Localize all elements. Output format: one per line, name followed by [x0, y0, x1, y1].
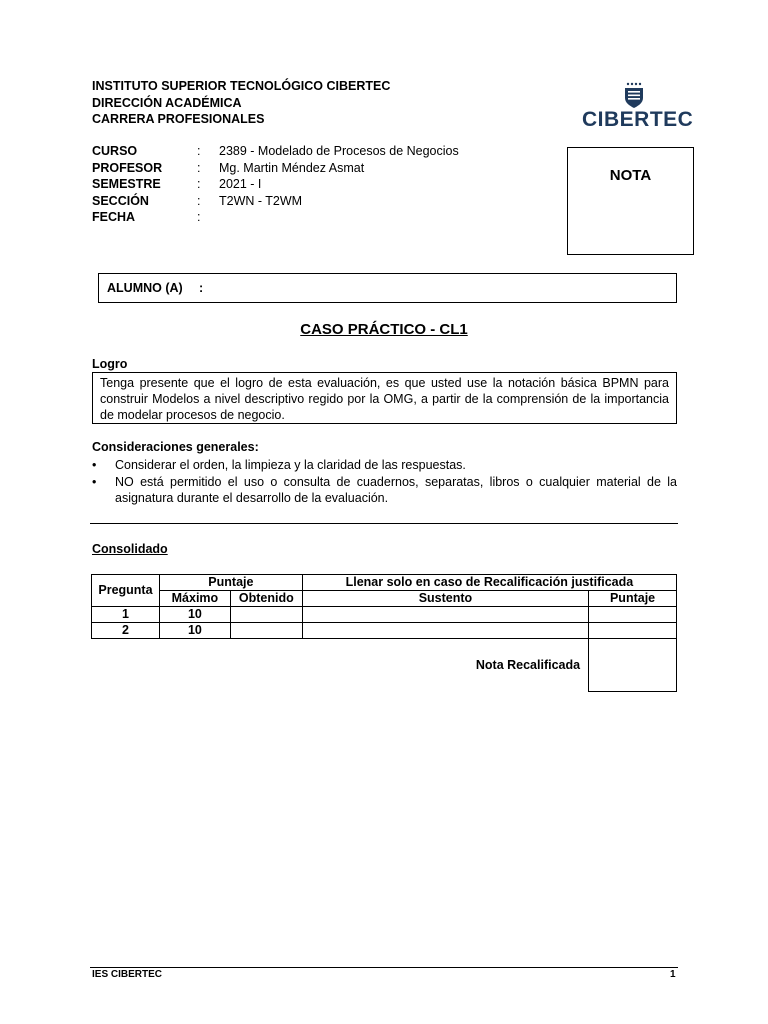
footer-institution: IES CIBERTEC	[92, 969, 163, 980]
nota-recalificada-row	[92, 639, 677, 692]
cell-pregunta: 2	[92, 623, 160, 639]
nota-box[interactable]	[567, 147, 694, 255]
nota-label: NOTA	[609, 167, 652, 184]
cell-puntaje-recal[interactable]	[589, 623, 677, 639]
cell-sustento[interactable]	[302, 623, 588, 639]
institute-name: INSTITUTO SUPERIOR TECNOLÓGICO CIBERTEC	[92, 79, 391, 93]
table-subheader-row	[92, 591, 677, 607]
info-label: SEMESTRE	[92, 177, 161, 191]
student-label: ALUMNO (A)	[107, 281, 183, 295]
header-recalificacion: Llenar solo en caso de Recalificación justificada	[302, 575, 676, 591]
table-row	[92, 623, 677, 639]
info-label: CURSO	[92, 144, 138, 158]
header-obtenido: Obtenido	[230, 591, 302, 607]
header-pregunta: Pregunta	[92, 575, 160, 607]
header-maximo: Máximo	[159, 591, 230, 607]
info-label: SECCIÓN	[92, 193, 149, 208]
header-puntaje: Puntaje	[159, 575, 302, 591]
shield-icon	[619, 82, 649, 110]
bullet-icon: •	[92, 474, 97, 489]
cell-pregunta: 1	[92, 607, 160, 623]
cell-puntaje-recal[interactable]	[589, 607, 677, 623]
list-item-text: Considerar el orden, la limpieza y la claridad de las respuestas.	[115, 458, 466, 472]
info-row-semestre	[92, 176, 459, 193]
score-table	[91, 574, 677, 692]
info-row-curso	[92, 143, 459, 160]
header-puntaje-recal: Puntaje	[589, 591, 677, 607]
institution-header	[92, 78, 390, 128]
course-info	[92, 143, 459, 226]
cell-sustento[interactable]	[302, 607, 588, 623]
student-name-field[interactable]	[98, 273, 677, 303]
page-number: 1	[670, 969, 676, 980]
logo-text: CIBERTEC	[582, 108, 694, 131]
considerations-label: Consideraciones generales:	[92, 440, 259, 454]
info-value: Mg. Martin Méndez Asmat	[219, 160, 365, 175]
info-colon: :	[197, 210, 201, 224]
header-sustento: Sustento	[302, 591, 588, 607]
cell-obtenido[interactable]	[230, 607, 302, 623]
logro-text: Tenga presente que el logro de esta evaluación, es que usted use la notación básica BPMN para construir Modelos a nivel descriptivo regido por la OMG, a partir de la comprensión de la importancia de modelar procesos de negocio.	[92, 372, 677, 424]
info-row-profesor	[92, 160, 459, 177]
page-title: CASO PRÁCTICO - CL1	[300, 321, 468, 338]
info-row-seccion	[92, 193, 459, 210]
footer-divider	[90, 967, 678, 968]
list-item	[92, 474, 677, 507]
info-value: 2389 - Modelado de Procesos de Negocios	[219, 144, 459, 158]
info-colon: :	[197, 177, 201, 191]
info-row-fecha	[92, 209, 459, 226]
considerations-list	[92, 457, 677, 507]
info-value: 2021 - I	[219, 177, 262, 191]
careers-label: CARRERA PROFESIONALES	[92, 112, 265, 126]
info-colon: :	[197, 193, 201, 208]
info-value: T2WN - T2WM	[219, 193, 303, 208]
nota-recalificada-box[interactable]	[589, 639, 677, 692]
consolidado-label: Consolidado	[92, 542, 168, 556]
list-item	[92, 457, 677, 474]
table-row	[92, 607, 677, 623]
cell-maximo: 10	[159, 623, 230, 639]
cibertec-logo	[582, 82, 694, 132]
info-colon: :	[197, 144, 201, 158]
list-item-text: NO está permitido el uso o consulta de cuadernos, separatas, libros o cualquier material de la asignatura durante el desarrollo de la evaluación.	[115, 474, 677, 505]
academic-direction: DIRECCIÓN ACADÉMICA	[92, 95, 242, 110]
nota-recalificada-label: Nota Recalificada	[475, 657, 581, 672]
logro-label: Logro	[92, 357, 128, 371]
cell-maximo: 10	[159, 607, 230, 623]
divider	[90, 523, 678, 524]
info-label: PROFESOR	[92, 160, 163, 175]
student-colon: :	[199, 281, 204, 295]
info-colon: :	[197, 160, 201, 175]
bullet-icon: •	[92, 458, 97, 472]
table-header-row	[92, 575, 677, 591]
cell-obtenido[interactable]	[230, 623, 302, 639]
info-label: FECHA	[92, 210, 136, 224]
